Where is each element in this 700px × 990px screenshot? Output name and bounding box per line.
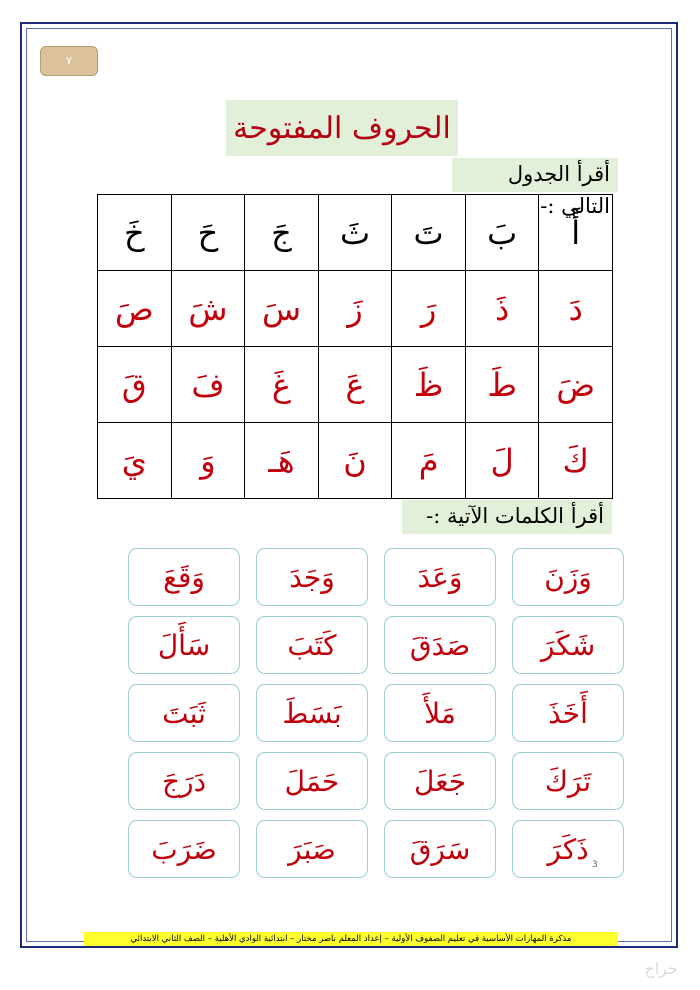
word-card: حَمَلَ <box>256 752 368 810</box>
letter-cell: ثَ <box>318 195 392 271</box>
word-card: بَسَطَ <box>256 684 368 742</box>
letter-cell: لَ <box>465 423 539 499</box>
word-card: جَعَلَ <box>384 752 496 810</box>
table-row <box>98 271 613 347</box>
word-card: سَرَقَ <box>384 820 496 878</box>
title-banner <box>226 100 458 156</box>
page-title: الحروف المفتوحة <box>233 110 451 146</box>
word-card: ثَبَتَ <box>128 684 240 742</box>
letter-cell: زَ <box>318 271 392 347</box>
watermark: حراج <box>644 959 678 978</box>
small-page-number: 3 <box>592 860 598 870</box>
word-card: وَقَعَ <box>128 548 240 606</box>
footer-credits: مذكرة المهارات الأساسية في تعليم الصفوف الأولية – إعداد المعلم ناصر مختار – ابتدائية الوادي الأهلية – الصف الثاني الابتدائي <box>84 932 618 946</box>
letter-cell: يَ <box>98 423 172 499</box>
letter-cell: عَ <box>318 347 392 423</box>
table-row <box>98 347 613 423</box>
letter-cell: حَ <box>171 195 245 271</box>
letter-cell: ظَ <box>392 347 466 423</box>
letter-cell: بَ <box>465 195 539 271</box>
word-card: وَزَنَ <box>512 548 624 606</box>
letter-cell: جَ <box>245 195 319 271</box>
letter-cell: شَ <box>171 271 245 347</box>
word-card: دَرَجَ <box>128 752 240 810</box>
letter-cell: ذَ <box>465 271 539 347</box>
letter-cell: ضَ <box>539 347 613 423</box>
word-card: صَدَقَ <box>384 616 496 674</box>
letter-cell: نَ <box>318 423 392 499</box>
letter-cell: كَ <box>539 423 613 499</box>
letter-cell: أَ <box>539 195 613 271</box>
table-row <box>98 195 613 271</box>
letter-cell: طَ <box>465 347 539 423</box>
word-card: تَرَكَ <box>512 752 624 810</box>
instruction-table: أقرأ الجدول التالي :- <box>452 158 618 192</box>
word-card: مَلأَ <box>384 684 496 742</box>
word-card: كَتَبَ <box>256 616 368 674</box>
word-card: أَخَذَ <box>512 684 624 742</box>
word-card: ذَكَرَ <box>512 820 624 878</box>
letter-cell: هَـ <box>245 423 319 499</box>
instruction-words: أقرأ الكلمات الآتية :- <box>402 500 612 534</box>
letters-table <box>97 194 613 499</box>
letter-cell: مَ <box>392 423 466 499</box>
letter-cell: فَ <box>171 347 245 423</box>
letter-cell: سَ <box>245 271 319 347</box>
letter-cell: رَ <box>392 271 466 347</box>
letter-cell: غَ <box>245 347 319 423</box>
letter-cell: خَ <box>98 195 172 271</box>
letter-cell: صَ <box>98 271 172 347</box>
letter-cell: دَ <box>539 271 613 347</box>
word-card: شَكَرَ <box>512 616 624 674</box>
page-badge: ٧ <box>40 46 98 76</box>
letter-cell: تَ <box>392 195 466 271</box>
table-row <box>98 423 613 499</box>
letter-cell: وَ <box>171 423 245 499</box>
words-grid <box>128 548 624 878</box>
word-card: صَبَرَ <box>256 820 368 878</box>
letter-cell: قَ <box>98 347 172 423</box>
word-card: وَجَدَ <box>256 548 368 606</box>
word-card: ضَرَبَ <box>128 820 240 878</box>
word-card: سَأَلَ <box>128 616 240 674</box>
word-card: وَعَدَ <box>384 548 496 606</box>
